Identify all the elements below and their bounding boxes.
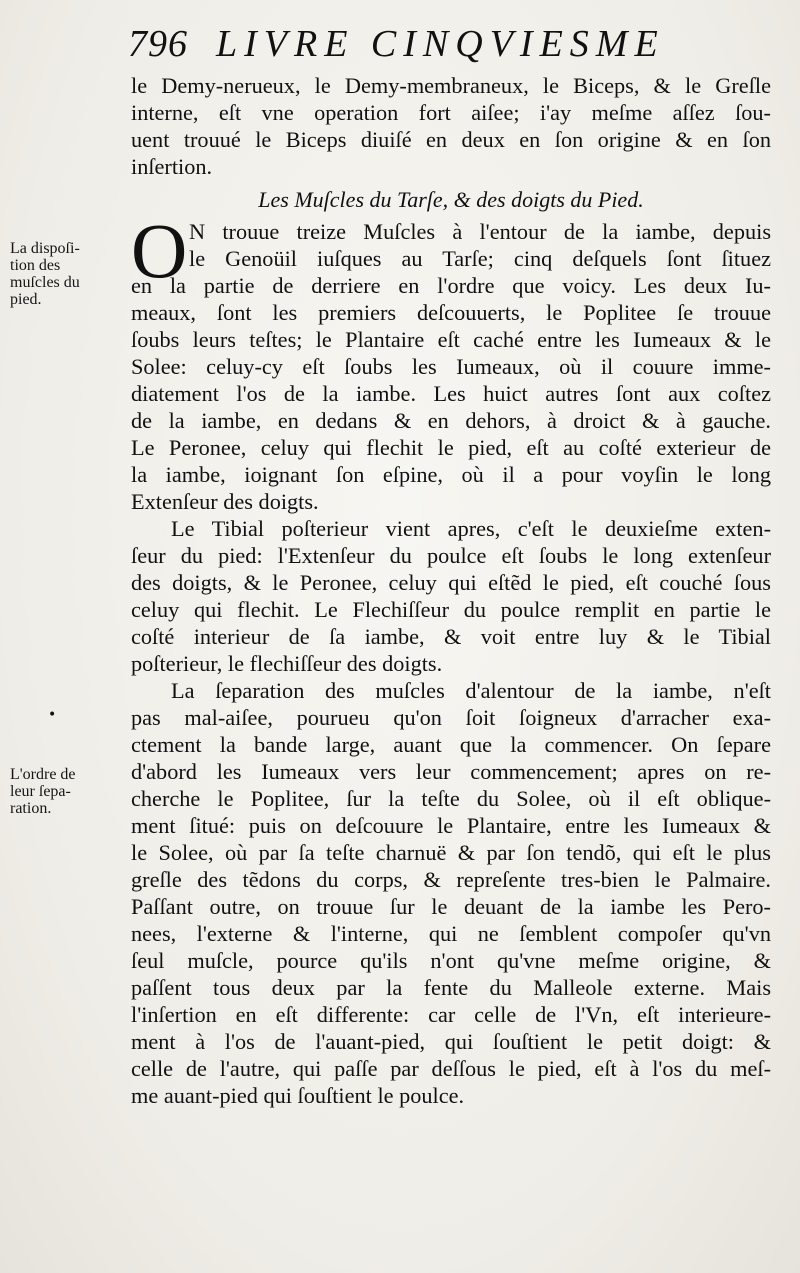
margin-note-line: L'ordre de [10, 766, 76, 783]
text-line: coſté interieur de ſa iambe, & voit entre luy & le Tibial [131, 624, 771, 649]
text-line: le Demy-nerueux, le Demy-membraneux, le Biceps, & le Greſle [131, 73, 771, 98]
text-line: poſterieur, le flechiſſeur des doigts. [131, 651, 443, 676]
text-line: celuy qui flechit. Le Flechiſſeur du poulce remplit en partie le [131, 597, 771, 622]
text-line: diatement l'os de la iambe. Les huict autres ſont aux coſtez [131, 381, 771, 406]
text-line: l'inſertion en eſt differente: car celle de l'Vn, eſt interieure- [131, 1002, 771, 1027]
margin-note-line: La dispoſi- [10, 240, 80, 257]
text-line: cherche le Poplitee, ſur la teſte du Solee, où il eſt oblique- [131, 786, 771, 811]
text-line: ſeul muſcle, pource qu'ils n'ont qu'vne meſme origine, & [131, 948, 771, 973]
text-line: Le Tibial poſterieur vient apres, c'eſt le deuxieſme exten- [171, 516, 771, 541]
text-line: interne, eſt vne operation fort aiſee; i'ay meſme aſſez ſou- [131, 100, 771, 125]
text-line: Solee: celuy-cy eſt ſoubs les Iumeaux, où il couure imme- [131, 354, 771, 379]
text-line: ment à l'os de l'auant-pied, qui ſouſtient le petit doigt: & [131, 1029, 771, 1054]
text-line: Le Peronee, celuy qui flechit le pied, eſt au coſté exterieur de [131, 435, 771, 460]
margin-note-line: muſcles du [10, 274, 80, 291]
text-line: pas mal-aiſee, pourueu qu'on ſoit ſoigneux d'arracher exa- [131, 705, 771, 730]
text-line: ment ſitué: puis on deſcouure le Plantaire, entre les Iumeaux & [131, 813, 771, 838]
text-line: me auant-pied qui ſouſtient le poulce. [131, 1083, 465, 1108]
text-line: celle de l'autre, qui paſſe par deſſous le pied, eſt à l'os du meſ- [131, 1056, 771, 1081]
text-line: uent trouué le Biceps diuiſé en deux en ſon origine & en ſon [131, 127, 771, 152]
text-line: nees, l'externe & l'interne, qui ne ſemblent compoſer qu'vn [131, 921, 771, 946]
text-line: N trouue treize Muſcles à l'entour de la iambe, depuis [189, 219, 771, 244]
main-text [131, 72, 771, 1109]
text-line: le Genoüil iuſques au Tarſe; cinq deſquels ſont ſituez [189, 246, 771, 271]
margin-note-line: pied. [10, 291, 42, 308]
margin-note-order [10, 766, 122, 817]
text-line: en la partie de derriere en l'ordre que voicy. Les deux Iu- [131, 273, 771, 298]
text-line: la iambe, ioignant ſon eſpine, où il a pour voyſin le long [131, 462, 771, 487]
text-line: Extenſeur des doigts. [131, 489, 319, 514]
text-line: ctement la bande large, auant que la commencer. On ſepare [131, 732, 771, 757]
section-title: Les Muſcles du Tarſe, & des doigts du Pied. [258, 187, 644, 212]
dropcap-letter: O [131, 207, 188, 294]
text-line: ſeur du pied: l'Extenſeur du poulce eſt ſoubs le long extenſeur [131, 543, 771, 568]
text-line: meaux, ſont les premiers deſcouuerts, le Poplitee ſe trouue [131, 300, 771, 325]
text-line: greſle des tẽdons du corps, & repreſente tres-bien le Palmaire. [131, 867, 771, 892]
text-line: inſertion. [131, 154, 213, 179]
margin-note-disposition [10, 240, 122, 308]
margin-note-line: ration. [10, 800, 52, 817]
paragraph-tibial [131, 515, 771, 677]
text-line: ſoubs leurs teſtes; le Plantaire eſt caché entre les Iumeaux & le [131, 327, 771, 352]
margin-note-line: tion des [10, 257, 61, 274]
running-head: LIVRE CINQVIESME [216, 23, 665, 65]
text-line: de la iambe, en dedans & en dehors, à droict & à gauche. [131, 408, 771, 433]
paragraph-continuation [131, 72, 771, 180]
paragraph-separation [131, 677, 771, 1109]
text-line: des doigts, & le Peronee, celuy qui eſtẽd le pied, eſt couché ſous [131, 570, 771, 595]
text-line: La ſeparation des muſcles d'alentour de la iambe, n'eſt [171, 678, 771, 703]
text-line: d'abord les Iumeaux vers leur commencement; apres on re- [131, 759, 771, 784]
text-line: Paſſant outre, on trouue ſur le deuant de la iambe les Pero- [131, 894, 771, 919]
dropcap-paragraph [131, 207, 771, 515]
text-line: paſſent tous deux par la fente du Malleole externe. Mais [131, 975, 771, 1000]
margin-note-line: leur ſepa- [10, 783, 71, 800]
margin-bullet: • [48, 707, 57, 723]
page-header [128, 22, 708, 72]
page-number: 796 [128, 23, 188, 65]
text-line: le Solee, où par ſa teſte charnuë & par ſon tendõ, qui eſt le plus [131, 840, 771, 865]
